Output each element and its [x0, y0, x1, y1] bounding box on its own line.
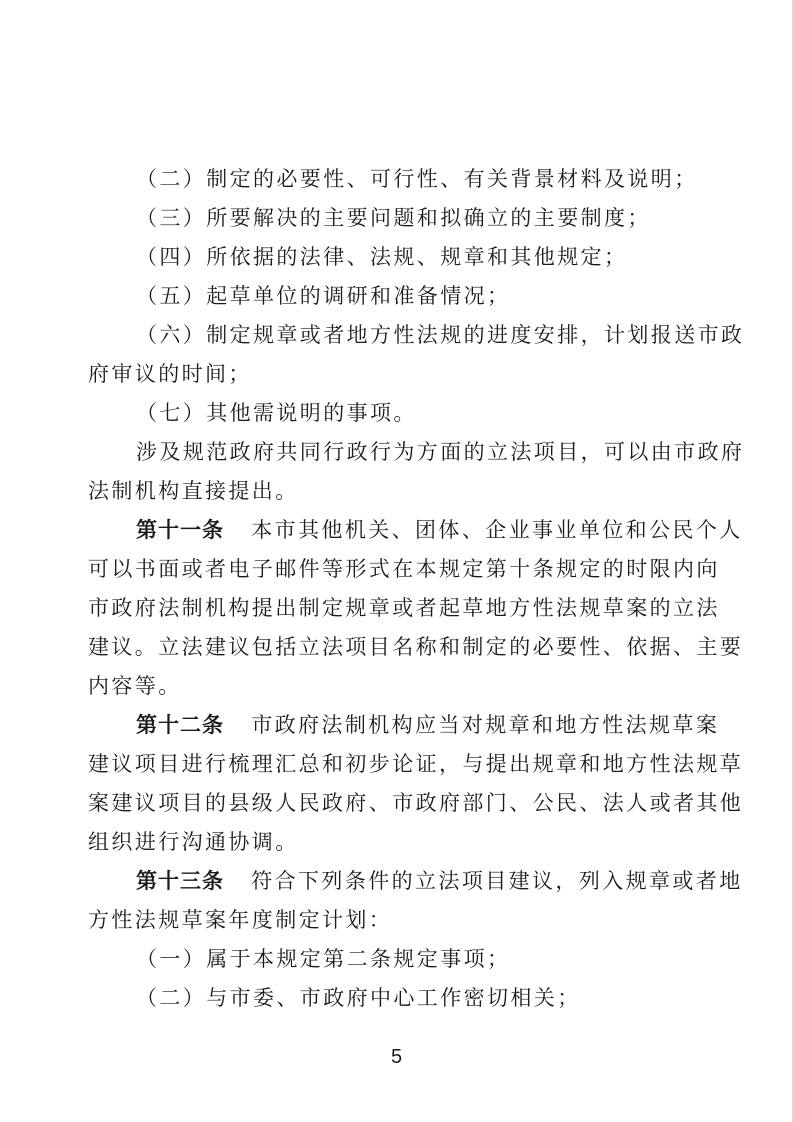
text-line: 建议项目进行梳理汇总和初步论证，与提出规章和地方性法规草: [88, 752, 744, 776]
text-line: 可以书面或者电子邮件等形式在本规定第十条规定的时限内向: [88, 557, 720, 581]
text-line: 市政府法制机构提出制定规章或者起草地方性法规草案的立法: [88, 596, 720, 620]
page-number: 5: [390, 1046, 403, 1068]
text-line: 涉及规范政府共同行政行为方面的立法项目，可以由市政府: [136, 440, 745, 464]
text-line: 符合下列条件的立法项目建议，列入规章或者地: [251, 869, 743, 893]
article-12-heading: 第十二条: [136, 712, 224, 737]
text-line: （六）制定规章或者地方性法规的进度安排，计划报送市政: [136, 323, 745, 347]
article-11-heading: 第十一条: [136, 517, 224, 542]
article-12-paragraph: [136, 710, 756, 740]
text-line: 案建议项目的县级人民政府、市政府部门、公民、法人或者其他: [88, 791, 744, 815]
text-line: （一）属于本规定第二条规定事项；: [136, 947, 511, 971]
text-line: 市政府法制机构应当对规章和地方性法规草案: [251, 713, 720, 737]
text-line: （七）其他需说明的事项。: [136, 401, 417, 425]
text-line: （三）所要解决的主要问题和拟确立的主要制度；: [136, 206, 651, 230]
text-line: （二）制定的必要性、可行性、有关背景材料及说明；: [136, 167, 698, 191]
text-line: 方性法规草案年度制定计划：: [88, 908, 393, 932]
article-11-paragraph: [136, 515, 756, 545]
text-line: （二）与市委、市政府中心工作密切相关；: [136, 986, 581, 1010]
text-line: （五）起草单位的调研和准备情况；: [136, 284, 511, 308]
text-line: 本市其他机关、团体、企业事业单位和公民个人: [251, 518, 743, 542]
text-line: 内容等。: [88, 674, 182, 698]
text-line: 府审议的时间；: [88, 362, 252, 386]
text-line: 组织进行沟通协调。: [88, 830, 299, 854]
text-line: 法制机构直接提出。: [88, 479, 299, 503]
article-13-paragraph: [136, 866, 756, 896]
article-13-heading: 第十三条: [136, 868, 224, 893]
text-line: 建议。立法建议包括立法项目名称和制定的必要性、依据、主要: [88, 635, 744, 659]
text-line: （四）所依据的法律、法规、规章和其他规定；: [136, 245, 628, 269]
